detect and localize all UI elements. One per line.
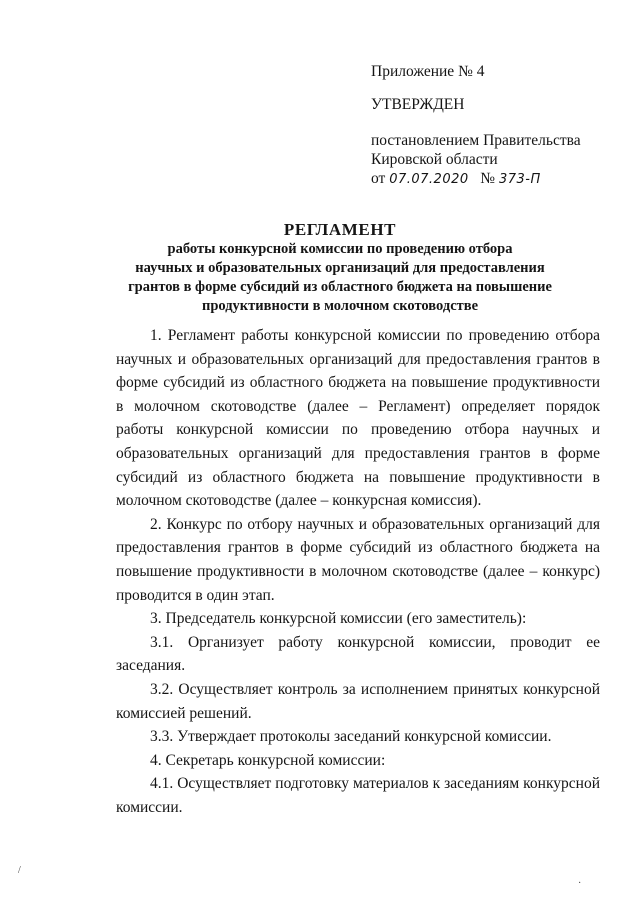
paragraph-3: 3. Председатель конкурсной комиссии (его заместитель):: [150, 610, 527, 628]
document-subtitle-line-4: продуктивности в молочном скотоводстве: [201, 298, 479, 314]
approval-stamp: [371, 62, 581, 189]
appendix-number: Приложение № 4: [371, 63, 485, 80]
paragraph-3-1: 3.1. Организует работу конкурсной комиссии, проводит ее заседания.: [116, 633, 600, 675]
approved-label: УТВЕРЖДЕН: [371, 96, 465, 113]
document-subtitle-line-2: научных и образовательных организаций для предоставления: [135, 260, 545, 276]
scan-mark: /: [18, 865, 21, 876]
handwritten-date: 07.07.2020: [389, 172, 469, 187]
document-title-block: [60, 219, 620, 316]
decree-date-line: [371, 169, 581, 189]
decree-line-2: Кировской области: [371, 151, 498, 168]
paragraph-4-1: 4.1. Осуществляет подготовку материалов к заседаниям конкурсной комиссии.: [116, 775, 600, 816]
scan-mark: ·: [578, 878, 582, 889]
document-title: РЕГЛАМЕНТ: [283, 220, 397, 239]
paragraph-3-2: 3.2. Осуществляет контроль за исполнением принятых конкурсной комиссией решений.: [116, 680, 600, 722]
paragraph-4: 4. Секретарь конкурсной комиссии:: [150, 751, 386, 769]
document-subtitle-line-3: грантов в форме субсидий из областного бюджета на повышение: [128, 279, 552, 295]
decree-line-1: постановлением Правительства: [371, 132, 581, 149]
paragraph-1: 1. Регламент работы конкурсной комиссии по проведению отбора научных и образовательных организаций для предоставления грантов в форме субсидий из областного бюджета на повышение продуктивности в молочном скотоводстве (далее – Регламент) определяет порядок работы конкурсной комиссии по проведению отбора научных и образовательных организаций для предоставления грантов в форме субсидий из областного бюджета на повышение продуктивности в молочном скотоводстве (далее – конкурсная комиссия).: [116, 327, 600, 510]
handwritten-number: 373-П: [498, 172, 541, 187]
number-prefix: №: [480, 170, 496, 187]
date-prefix: от: [371, 170, 386, 187]
paragraph-2: 2. Конкурс по отбору научных и образовательных организаций для предоставления грантов в форме субсидий из областного бюджета на повышение продуктивности в молочном скотоводстве (далее – конкурс) проводится в один этап.: [116, 515, 600, 604]
document-body: [116, 324, 600, 819]
paragraph-3-3: 3.3. Утверждает протоколы заседаний конкурсной комиссии.: [150, 728, 552, 746]
document-subtitle-line-1: работы конкурсной комиссии по проведению отбора: [167, 241, 513, 257]
